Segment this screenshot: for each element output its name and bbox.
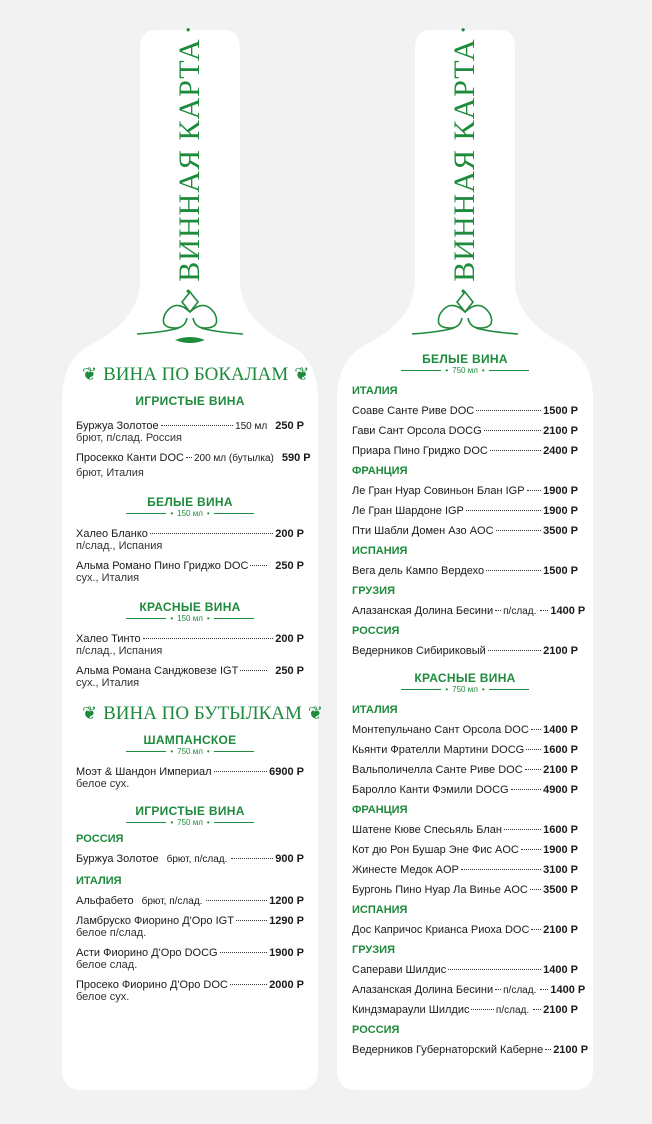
wine-price: 3100 Р bbox=[543, 864, 578, 876]
list-item bbox=[352, 844, 578, 856]
list-item bbox=[352, 445, 578, 457]
volume-label: • 750 мл • bbox=[352, 685, 578, 694]
left-menu-column bbox=[76, 364, 324, 1003]
wine-note: п/слад. bbox=[503, 985, 537, 996]
list-item bbox=[352, 864, 578, 876]
swirl-icon: ❦ bbox=[307, 703, 324, 723]
wine-name: Киндзмараули Шилдис bbox=[352, 1004, 470, 1016]
list-item: Халео Тинто 200 Р п/слад., Испания bbox=[76, 633, 304, 657]
list-item: Буржуа Золотое брют, п/слад. 900 Р bbox=[76, 853, 304, 865]
country-label: ИТАЛИЯ bbox=[76, 875, 122, 887]
list-item bbox=[352, 924, 578, 936]
list-item bbox=[352, 525, 578, 537]
wine-price: 1400 Р bbox=[543, 724, 578, 736]
country-label: ГРУЗИЯ bbox=[352, 585, 395, 597]
wine-price: 2100 Р bbox=[543, 425, 578, 437]
volume-label: • 750 мл • bbox=[76, 818, 304, 827]
right-title-text: ВИННАЯ КАРТА bbox=[448, 38, 481, 282]
country-label: РОССИЯ bbox=[76, 833, 124, 845]
country-label: РОССИЯ bbox=[352, 625, 400, 637]
country-label: ФРАНЦИЯ bbox=[352, 804, 408, 816]
list-item: Ламбруско Фиорино Д'Оро IGT 1290 Р белое п/слад. bbox=[76, 915, 304, 939]
list-item bbox=[352, 724, 578, 736]
wine-price: 1400 Р bbox=[550, 605, 586, 617]
white-wine-list bbox=[352, 385, 586, 657]
list-item: Альфабето брют, п/слад. 1200 Р bbox=[76, 895, 304, 907]
wine-name: Саперави Шилдис bbox=[352, 964, 447, 976]
wine-price: 2100 Р bbox=[543, 1004, 578, 1016]
wine-name: Ведерников Сибириковый bbox=[352, 645, 486, 657]
list-item: Просекко Канти DOC 200 мл (бутылка) 590 Р брют, Италия bbox=[76, 452, 311, 479]
list-item bbox=[352, 485, 578, 497]
list-item bbox=[352, 645, 578, 657]
wine-price: 2400 Р bbox=[543, 445, 578, 457]
list-item: Халео Бланко 200 Р п/слад., Испания bbox=[76, 528, 304, 552]
wine-price: 3500 Р bbox=[543, 525, 578, 537]
wine-name: Соаве Санте Риве DOC bbox=[352, 405, 475, 417]
dot-icon: • bbox=[182, 26, 197, 33]
wine-price: 2100 Р bbox=[543, 764, 578, 776]
wine-price: 1600 Р bbox=[543, 824, 578, 836]
wine-price: 1900 Р bbox=[543, 505, 578, 517]
wine-name: Ведерников Губернаторский Каберне bbox=[352, 1044, 544, 1056]
wine-price: 1400 Р bbox=[543, 964, 578, 976]
wine-name: Кот дю Рон Бушар Эне Фис AOC bbox=[352, 844, 519, 856]
wine-price: 3500 Р bbox=[543, 884, 578, 896]
country-label: РОССИЯ bbox=[352, 1024, 400, 1036]
wine-name: Вега дель Кампо Вердехо bbox=[352, 565, 485, 577]
wine-price: 2100 Р bbox=[543, 645, 578, 657]
dot-icon: • bbox=[182, 287, 197, 294]
wine-price: 1900 Р bbox=[543, 844, 578, 856]
list-item: Альма Романо Пино Гриджо DOC 250 Р сух., Италия bbox=[76, 560, 304, 584]
wine-name: Баролло Канти Фэмили DOCG bbox=[352, 784, 509, 796]
swirl-icon: ❦ bbox=[82, 364, 98, 384]
list-item bbox=[352, 964, 578, 976]
dot-icon: • bbox=[457, 287, 472, 294]
ornament-icon bbox=[410, 288, 520, 348]
list-item: Буржуа Золотое 150 мл 250 Р брют, п/слад. Россия bbox=[76, 420, 304, 444]
wine-name: Приара Пино Гриджо DOC bbox=[352, 445, 488, 457]
wine-name: Монтепульчано Сант Орсола DOC bbox=[352, 724, 529, 736]
wine-name: Гави Сант Орсола DOCG bbox=[352, 425, 482, 437]
list-item bbox=[352, 565, 578, 577]
list-item: Моэт & Шандон Империал 6900 Р белое сух. bbox=[76, 766, 304, 790]
wine-price: 4900 Р bbox=[543, 784, 578, 796]
volume-label: • 150 мл • bbox=[76, 509, 304, 518]
by-bottle-heading: ❦ ВИНА ПО БУТЫЛКАМ ❦ bbox=[82, 703, 324, 724]
country-label: ИТАЛИЯ bbox=[352, 704, 398, 716]
wine-name: Алазанская Долина Бесини bbox=[352, 605, 494, 617]
ornament-icon bbox=[135, 288, 245, 348]
list-item bbox=[352, 505, 578, 517]
by-glass-heading: ❦ ВИНА ПО БОКАЛАМ ❦ bbox=[82, 364, 310, 385]
list-item: Асти Фиорино Д'Оро DOCG 1900 Р белое слад. bbox=[76, 947, 304, 971]
list-item bbox=[352, 884, 578, 896]
wine-price: 2100 Р bbox=[543, 924, 578, 936]
wine-price: 1400 Р bbox=[550, 984, 586, 996]
category-title: ШАМПАНСКОЕ bbox=[143, 733, 237, 747]
list-item bbox=[352, 1004, 578, 1016]
volume-label: • 750 мл • bbox=[76, 747, 304, 756]
volume-label: • 750 мл • bbox=[352, 366, 578, 375]
wine-price: 1600 Р bbox=[543, 744, 578, 756]
country-label: ИТАЛИЯ bbox=[352, 385, 398, 397]
category-title: ИГРИСТЫЕ ВИНА bbox=[135, 394, 245, 408]
category-title: ИГРИСТЫЕ ВИНА bbox=[135, 804, 245, 818]
left-vertical-title bbox=[170, 26, 210, 294]
wine-name: Ле Гран Нуар Совиньон Блан IGP bbox=[352, 485, 525, 497]
list-item bbox=[352, 605, 586, 617]
right-vertical-title bbox=[445, 26, 485, 294]
list-item: Альма Романа Санджовезе IGT 250 Р сух., Италия bbox=[76, 665, 304, 689]
wine-name: Вальполичелла Санте Риве DOC bbox=[352, 764, 523, 776]
wine-price: 1500 Р bbox=[543, 405, 578, 417]
volume-label: • 150 мл • bbox=[76, 614, 304, 623]
swirl-icon: ❦ bbox=[82, 703, 98, 723]
list-item bbox=[352, 1044, 589, 1056]
left-title-text: ВИННАЯ КАРТА bbox=[173, 38, 206, 282]
wine-name: Жинесте Медок AOP bbox=[352, 864, 459, 876]
wine-note: п/слад. bbox=[495, 1005, 530, 1016]
category-title: БЕЛЫЕ ВИНА bbox=[422, 352, 508, 366]
wine-name: Кьянти Фрателли Мартини DOCG bbox=[352, 744, 525, 756]
category-title: БЕЛЫЕ ВИНА bbox=[147, 495, 233, 509]
country-label: ГРУЗИЯ bbox=[352, 944, 395, 956]
list-item: Просеко Фиорино Д'Оро DOC 2000 Р белое сух. bbox=[76, 979, 304, 1003]
list-item bbox=[352, 425, 578, 437]
wine-price: 1500 Р bbox=[543, 565, 578, 577]
list-item bbox=[352, 784, 578, 796]
right-menu-column bbox=[352, 352, 589, 1056]
list-item bbox=[352, 984, 586, 996]
red-wine-list bbox=[352, 704, 589, 1056]
wine-note: п/слад. bbox=[503, 606, 537, 617]
wine-price: 1900 Р bbox=[543, 485, 578, 497]
wine-name: Алазанская Долина Бесини bbox=[352, 984, 494, 996]
wine-name: Бургонь Пино Нуар Ла Винье AOC bbox=[352, 884, 528, 896]
dot-icon: • bbox=[457, 26, 472, 33]
category-title: КРАСНЫЕ ВИНА bbox=[414, 671, 516, 685]
wine-name: Пти Шабли Домен Азо AOC bbox=[352, 525, 494, 537]
list-item bbox=[352, 744, 578, 756]
country-label: ФРАНЦИЯ bbox=[352, 465, 408, 477]
list-item bbox=[352, 824, 578, 836]
list-item bbox=[352, 764, 578, 776]
wine-name: Ле Гран Шардоне IGP bbox=[352, 505, 464, 517]
country-label: ИСПАНИЯ bbox=[352, 545, 408, 557]
category-title: КРАСНЫЕ ВИНА bbox=[139, 600, 241, 614]
wine-name: Дос Капричос Крианса Риоха DOC bbox=[352, 924, 530, 936]
wine-price: 2100 Р bbox=[553, 1044, 589, 1056]
wine-name: Шатене Кюве Спесьяль Блан bbox=[352, 824, 502, 836]
list-item bbox=[352, 405, 578, 417]
swirl-icon: ❦ bbox=[294, 364, 310, 384]
country-label: ИСПАНИЯ bbox=[352, 904, 408, 916]
